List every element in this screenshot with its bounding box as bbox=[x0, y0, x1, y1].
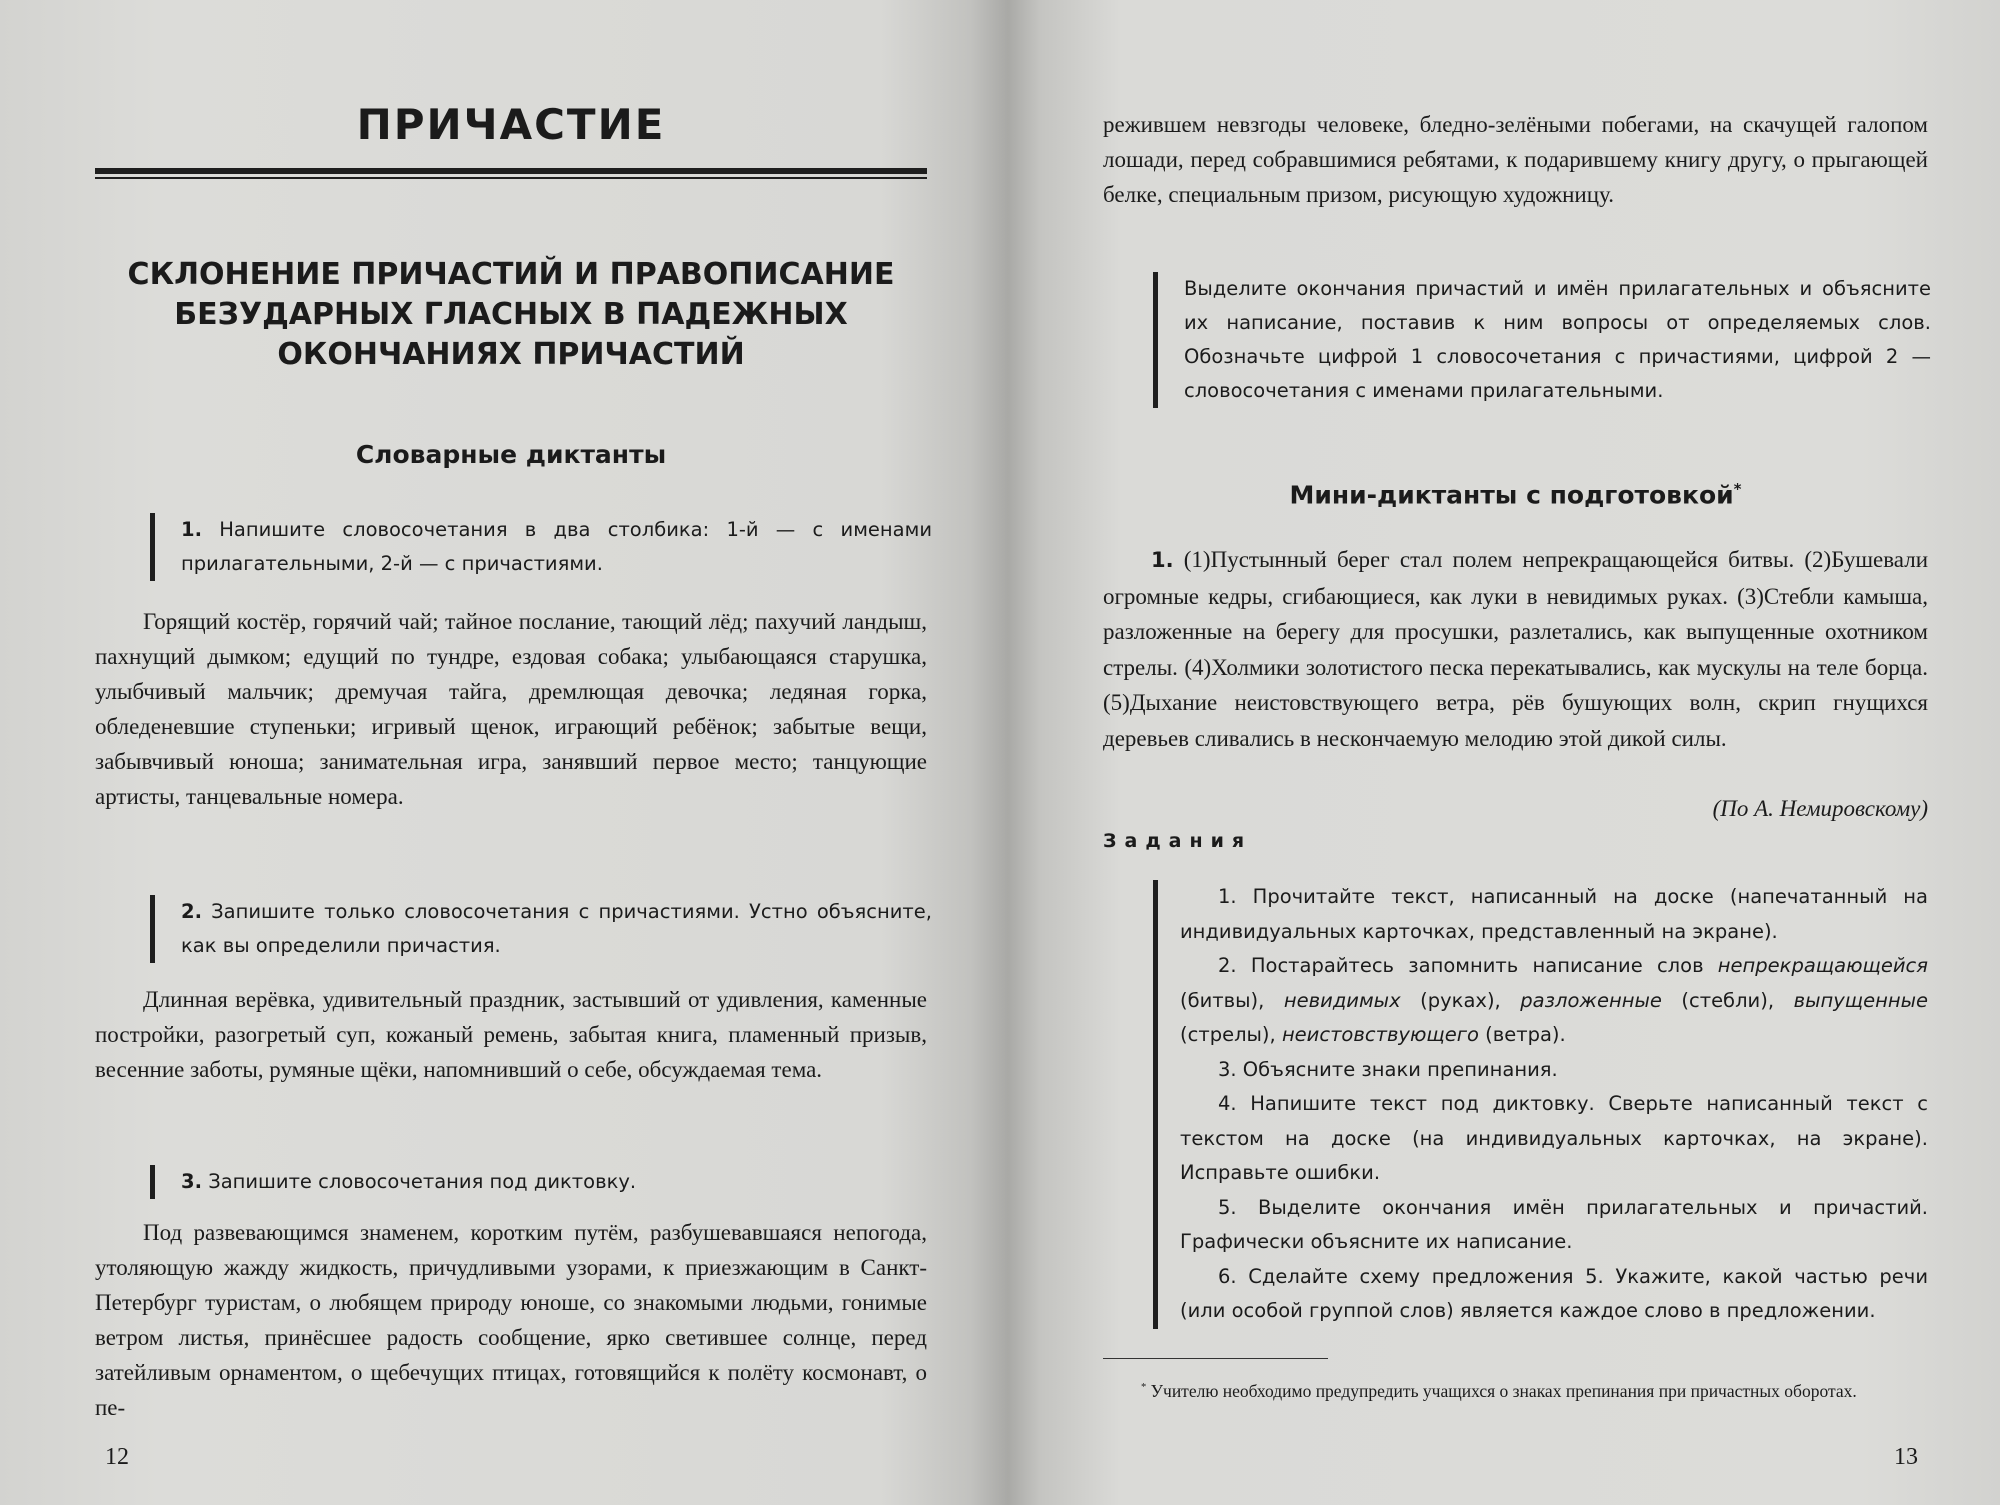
exercise-text-2: Длинная верёвка, удивительный праздник, застывший от удивления, каменные постройки, разогретый суп, кожаный ремень, забытая книга, пламенный призыв, весенние заботы, румяные щёки, напомнивший о себе, обсуждаемая тема. bbox=[95, 987, 927, 1082]
task-text: Выделите окончания причастий и имён прилагательных и объясните их написание, поставив к ним вопросы от определяемых слов. Обозначьте цифрой 1 словосочетания с причастиями, цифрой 2 — словосочетания с именами прилагательными. bbox=[1184, 277, 1931, 402]
task-item-text: (руках), bbox=[1400, 988, 1521, 1012]
section-title-vocab-dictation: Словарные диктанты bbox=[355, 440, 667, 469]
task-item-text: (ветра). bbox=[1478, 1023, 1566, 1046]
subheading-line: ОКОНЧАНИЯХ ПРИЧАСТИЙ bbox=[277, 337, 745, 372]
task-item: 1. Прочитайте текст, написанный на доске (напечатанный на индивидуальных карточках, представленный на экране). bbox=[1180, 885, 1928, 943]
page-number-right: 13 bbox=[1894, 1444, 1918, 1470]
exercise-text-1: Горящий костёр, горячий чай; тайное послание, тающий лёд; пахучий ландыш, пахнущий дымком; едущий по тундре, ездовая собака; улыбающаяся старушка, улыбчивый мальчик; дремучая тайга, дремлющая девочка; ледяная горка, обледеневшие ступеньки; игривый щенок, играющий ребёнок; забытые вещи, забывчивый юноша; занимательная игра, занявший первое место; танцующие артисты, танцевальные номера. bbox=[95, 609, 927, 809]
dictation-text bbox=[1103, 542, 1928, 756]
italic-word: неистовствующего bbox=[1281, 1023, 1479, 1046]
subheading-line: БЕЗУДАРНЫХ ГЛАСНЫХ В ПАДЕЖНЫХ bbox=[174, 297, 848, 332]
section-title-text: Мини-диктанты с подготовкой bbox=[1289, 480, 1734, 510]
task-item: 4. Напишите текст под диктовку. Сверьте написанный текст с текстом на доске (на индивидуальных карточках, на экране). Исправьте ошибки. bbox=[1180, 1092, 1928, 1184]
task-text: Напишите словосочетания в два столбика: 1-й — с именами прилагательными, 2-й — с причастиями. bbox=[181, 518, 932, 575]
chapter-subheading bbox=[95, 255, 927, 375]
task-3 bbox=[150, 1165, 932, 1199]
task-item-text: (битвы), bbox=[1180, 988, 1284, 1012]
task-text: Запишите только словосочетания с причастиями. Устно объясните, как вы определили причастия. bbox=[181, 900, 932, 957]
italic-word: разложенные bbox=[1520, 988, 1662, 1012]
attribution: (По А. Немировскому) bbox=[1712, 796, 1928, 821]
dictation-number: 1. bbox=[1151, 548, 1174, 572]
task-intro bbox=[1153, 272, 1931, 408]
page-number-left: 12 bbox=[105, 1444, 129, 1470]
footnote bbox=[1103, 1376, 1928, 1403]
dictation-body: (1)Пустынный берег стал полем непрекращающейся битвы. (2)Бушевали огромные кедры, сгибающиеся, как луки в невидимых руках. (3)Стебли камыша, разложенные на берегу для просушки, разлетались, как выпущенные охотником стрелы. (4)Холмики золотистого песка перекатывались, как мускулы на теле борца. (5)Дыхание неистовствующего ветра, рёв бушующих волн, скрип гнущихся деревьев сливались в нескончаемую мелодию этой дикой силы. bbox=[1103, 547, 1928, 751]
footnote-mark: * bbox=[1733, 480, 1742, 498]
exercise-text-3: Под развевающимся знаменем, коротким путём, разбушевавшаяся непогода, утоляющую жажду жидкость, причудливыми узорами, к приезжающим в Санкт-Петербург туристам, о любящем природу юноше, со знакомыми людьми, гонимые ветром листья, принёсшее радость сообщение, ярко светившее солнце, перед затейливым орнаментом, о щебечущих птицах, готовящийся к полёту космонавт, о пе- bbox=[95, 1220, 927, 1420]
task-item: 6. Сделайте схему предложения 5. Укажите, какой частью речи (или особой группой слов) является каждое слово в предложении. bbox=[1180, 1264, 1928, 1322]
task-item: 3. Объясните знаки препинания. bbox=[1218, 1057, 1558, 1081]
italic-word: невидимых bbox=[1283, 988, 1401, 1012]
heading-rule-thin bbox=[95, 177, 927, 179]
right-page bbox=[1103, 0, 1931, 1505]
section-title-mini-dictation bbox=[1103, 480, 1928, 509]
subheading-line: СКЛОНЕНИЕ ПРИЧАСТИЙ И ПРАВОПИСАНИЕ bbox=[127, 257, 895, 292]
task-item-text: (стрелы), bbox=[1180, 1023, 1282, 1046]
task-item: 5. Выделите окончания имён прилагательных и причастий. Графически объясните их написание. bbox=[1180, 1195, 1928, 1253]
task-number: 1. bbox=[181, 518, 202, 541]
page-heading: ПРИЧАСТИЕ bbox=[356, 100, 666, 149]
task-number: 2. bbox=[181, 900, 202, 923]
task-number: 3. bbox=[181, 1170, 202, 1193]
footnote-rule bbox=[1103, 1358, 1328, 1359]
tasks-label: Задания bbox=[1103, 830, 1253, 852]
left-page bbox=[95, 0, 932, 1505]
task-item bbox=[1180, 949, 1928, 1053]
task-item-text: (стебли), bbox=[1661, 988, 1794, 1012]
italic-word: непрекращающейся bbox=[1717, 954, 1928, 977]
task-2 bbox=[150, 895, 932, 963]
continued-text: режившем невзгоды человеке, бледно-зелёными побегами, на скачущей галопом лошади, перед собравшимися ребятами, к подарившему книгу другу, о прыгающей белке, специальным призом, рисующую художницу. bbox=[1103, 112, 1928, 207]
heading-rule bbox=[95, 168, 927, 174]
task-item-text: 2. Постарайтесь запомнить написание слов bbox=[1218, 954, 1718, 977]
task-1 bbox=[150, 513, 932, 581]
italic-word: выпущенные bbox=[1793, 988, 1929, 1012]
task-text: Запишите словосочетания под диктовку. bbox=[208, 1170, 637, 1193]
footnote-star: * bbox=[1141, 1382, 1147, 1393]
tasks-list bbox=[1153, 880, 1928, 1329]
footnote-text: Учителю необходимо предупредить учащихся о знаках препинания при причастных оборотах. bbox=[1150, 1380, 1857, 1401]
